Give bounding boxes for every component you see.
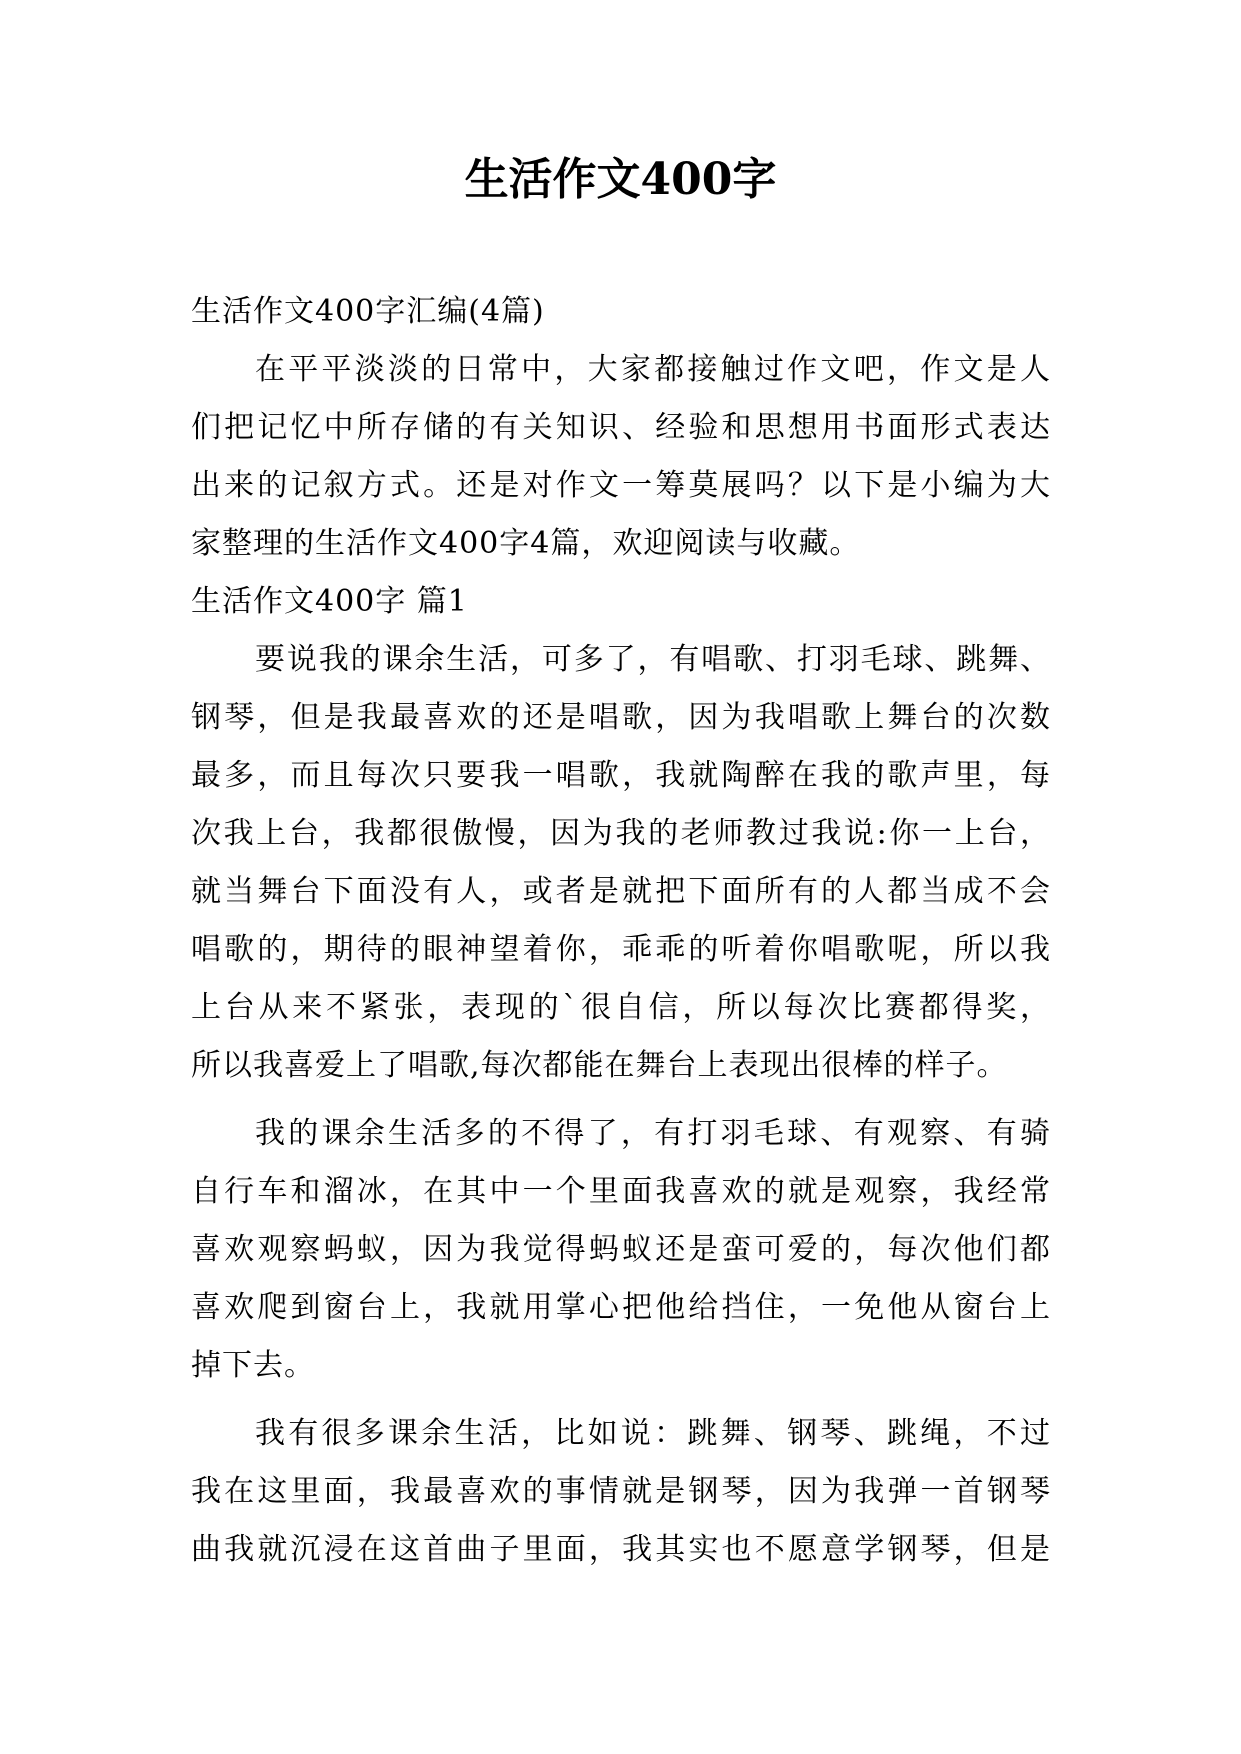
document-body (191, 283, 1051, 1579)
paragraph-gap (191, 1095, 1051, 1105)
paragraph-line: 最多，而且每次只要我一唱歌，我就陶醉在我的歌声里，每 (191, 758, 1051, 793)
paragraph-line: 要说我的课余生活，可多了，有唱歌、打羽毛球、跳舞、 (255, 642, 1051, 677)
paragraph-line: 出来的记叙方式。还是对作文一筹莫展吗？以下是小编为大 (191, 468, 1051, 503)
paragraph-line: 自行车和溜冰，在其中一个里面我喜欢的就是观察，我经常 (191, 1174, 1051, 1209)
intro-paragraph (191, 341, 1051, 573)
paragraph-line: 曲我就沉浸在这首曲子里面，我其实也不愿意学钢琴，但是 (191, 1532, 1051, 1567)
paragraph-line: 我在这里面，我最喜欢的事情就是钢琴，因为我弹一首钢琴 (191, 1474, 1051, 1509)
paragraph-2 (191, 1105, 1051, 1395)
paragraph-line: 们把记忆中所存储的有关知识、经验和思想用书面形式表达 (191, 410, 1051, 445)
paragraph-line: 所以我喜爱上了唱歌,每次都能在舞台上表现出很棒的样子。 (191, 1048, 1008, 1083)
paragraph-line: 上台从来不紧张，表现的`很自信，所以每次比赛都得奖， (191, 990, 1051, 1025)
paragraph-3 (191, 1405, 1051, 1579)
paragraph-line: 在平平淡淡的日常中，大家都接触过作文吧，作文是人 (255, 352, 1051, 387)
paragraph-line: 次我上台，我都很傲慢，因为我的老师教过我说:你一上台， (191, 816, 1051, 851)
paragraph-line: 就当舞台下面没有人，或者是就把下面所有的人都当成不会 (191, 874, 1051, 909)
paragraph-1 (191, 631, 1051, 1095)
section-heading: 生活作文400字 篇1 (191, 584, 468, 619)
paragraph-line: 家整理的生活作文400字4篇，欢迎阅读与收藏。 (191, 526, 861, 561)
paragraph-line: 掉下去。 (191, 1348, 315, 1383)
paragraph-line: 钢琴，但是我最喜欢的还是唱歌，因为我唱歌上舞台的次数 (191, 700, 1051, 735)
paragraph-line: 我的课余生活多的不得了，有打羽毛球、有观察、有骑 (255, 1116, 1051, 1151)
paragraph-line: 喜欢观察蚂蚁，因为我觉得蚂蚁还是蛮可爱的，每次他们都 (191, 1232, 1051, 1267)
document-heading: 生活作文400字汇编(4篇) (191, 294, 545, 329)
paragraph-line: 喜欢爬到窗台上，我就用掌心把他给挡住，一免他从窗台上 (191, 1290, 1051, 1325)
page-title: 生活作文400字 (464, 154, 777, 205)
paragraph-line: 唱歌的，期待的眼神望着你，乖乖的听着你唱歌呢，所以我 (191, 932, 1051, 967)
paragraph-gap (191, 1395, 1051, 1405)
paragraph-line: 我有很多课余生活，比如说：跳舞、钢琴、跳绳，不过 (255, 1416, 1051, 1451)
